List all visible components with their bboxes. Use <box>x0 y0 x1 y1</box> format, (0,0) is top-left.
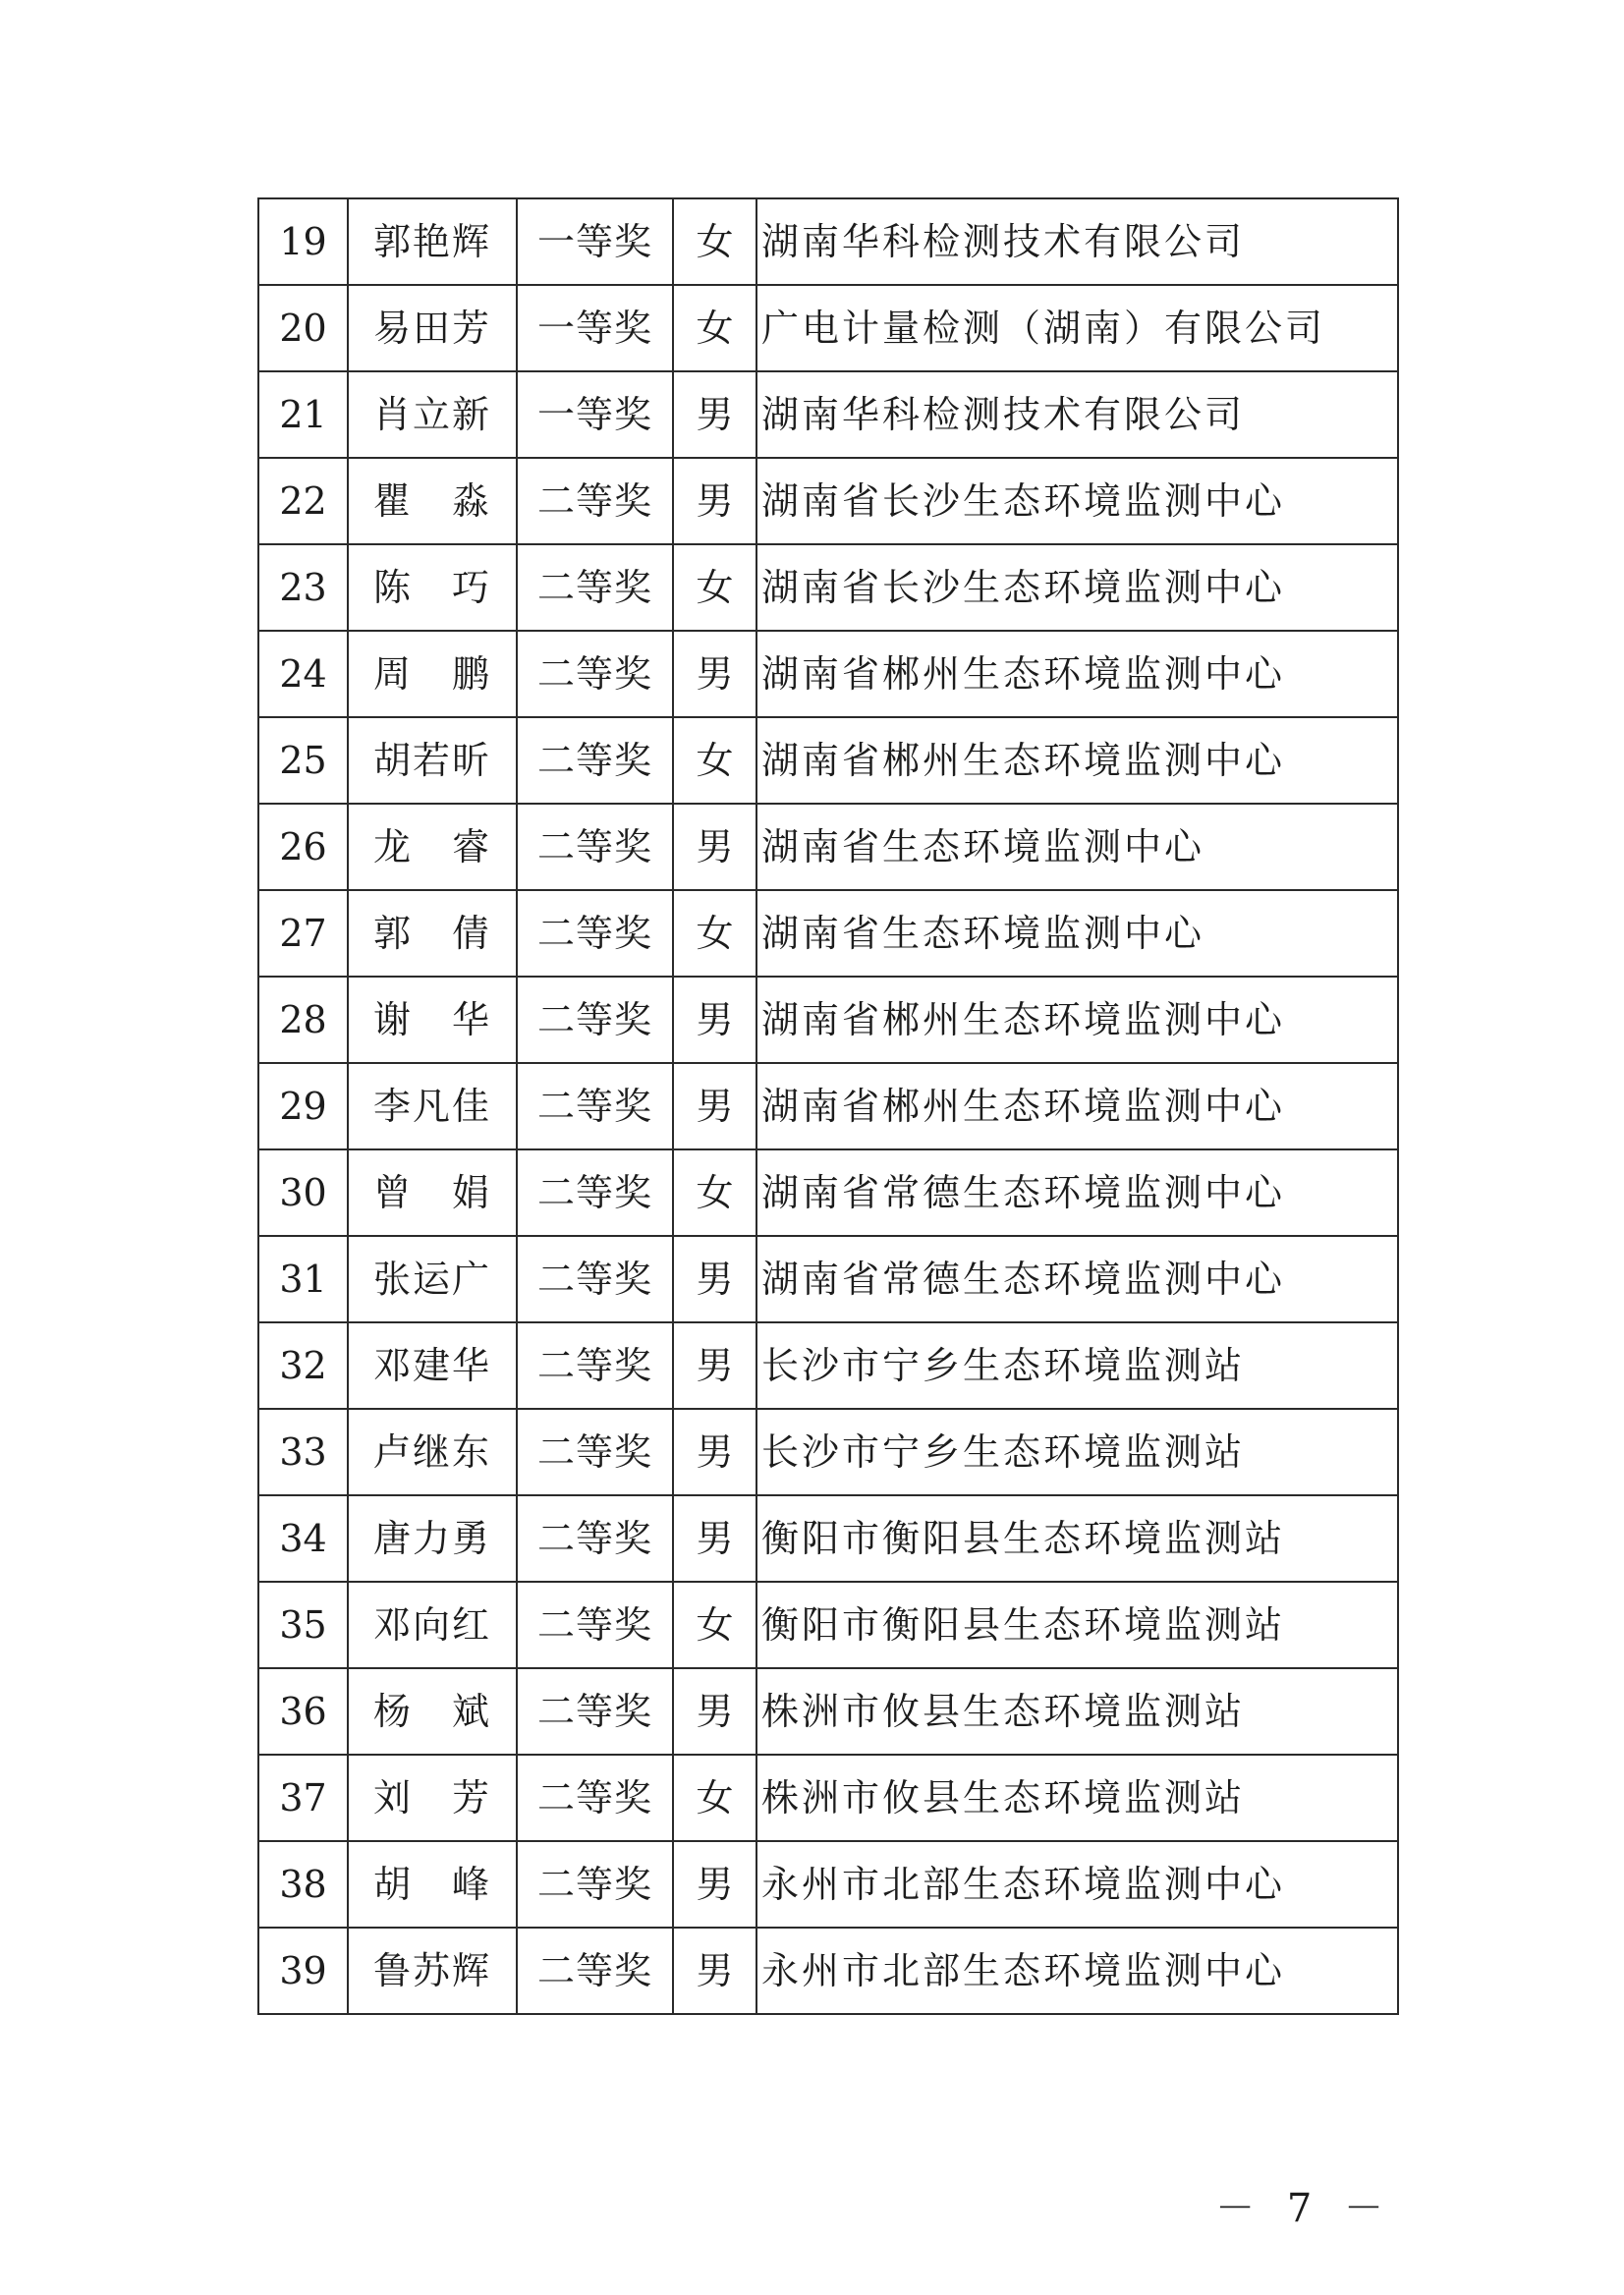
table-row <box>258 890 1398 977</box>
award-level: 二等奖 <box>517 1322 673 1409</box>
row-number: 33 <box>258 1409 348 1495</box>
row-number: 23 <box>258 544 348 631</box>
organization: 衡阳市衡阳县生态环境监测站 <box>756 1582 1398 1668</box>
winner-name: 杨 斌 <box>348 1668 517 1755</box>
winner-name: 郭 倩 <box>348 890 517 977</box>
winner-name: 邓建华 <box>348 1322 517 1409</box>
organization: 湖南省生态环境监测中心 <box>756 804 1398 890</box>
award-level: 二等奖 <box>517 1063 673 1149</box>
gender: 男 <box>673 1236 756 1322</box>
gender: 男 <box>673 1063 756 1149</box>
gender: 男 <box>673 804 756 890</box>
table-row <box>258 1582 1398 1668</box>
table-row <box>258 544 1398 631</box>
winner-name: 鲁苏辉 <box>348 1928 517 2014</box>
row-number: 30 <box>258 1149 348 1236</box>
table-row <box>258 1495 1398 1582</box>
table-row <box>258 1841 1398 1928</box>
table-row <box>258 1322 1398 1409</box>
award-level: 二等奖 <box>517 1149 673 1236</box>
winner-name: 谢 华 <box>348 977 517 1063</box>
winner-name: 刘 芳 <box>348 1755 517 1841</box>
row-number: 35 <box>258 1582 348 1668</box>
organization: 湖南省长沙生态环境监测中心 <box>756 544 1398 631</box>
award-level: 二等奖 <box>517 1409 673 1495</box>
gender: 女 <box>673 717 756 804</box>
row-number: 19 <box>258 198 348 285</box>
gender: 女 <box>673 285 756 371</box>
winner-name: 唐力勇 <box>348 1495 517 1582</box>
winner-name: 瞿 淼 <box>348 458 517 544</box>
row-number: 36 <box>258 1668 348 1755</box>
gender: 女 <box>673 890 756 977</box>
table-row <box>258 1236 1398 1322</box>
organization: 湖南省生态环境监测中心 <box>756 890 1398 977</box>
table-row <box>258 977 1398 1063</box>
winner-name: 卢继东 <box>348 1409 517 1495</box>
row-number: 22 <box>258 458 348 544</box>
table-row <box>258 717 1398 804</box>
award-level: 二等奖 <box>517 1582 673 1668</box>
award-level: 二等奖 <box>517 1495 673 1582</box>
gender: 男 <box>673 458 756 544</box>
table-row <box>258 1409 1398 1495</box>
award-winners-table <box>257 197 1399 2015</box>
award-level: 二等奖 <box>517 804 673 890</box>
award-level: 二等奖 <box>517 890 673 977</box>
award-level: 二等奖 <box>517 631 673 717</box>
winner-name: 曾 娟 <box>348 1149 517 1236</box>
award-level: 二等奖 <box>517 1928 673 2014</box>
gender: 男 <box>673 1322 756 1409</box>
gender: 男 <box>673 1668 756 1755</box>
table-row <box>258 1063 1398 1149</box>
organization: 永州市北部生态环境监测中心 <box>756 1928 1398 2014</box>
table-body <box>258 198 1398 2014</box>
organization: 湖南省常德生态环境监测中心 <box>756 1236 1398 1322</box>
gender: 女 <box>673 1582 756 1668</box>
organization: 长沙市宁乡生态环境监测站 <box>756 1322 1398 1409</box>
row-number: 32 <box>258 1322 348 1409</box>
table-row <box>258 1755 1398 1841</box>
table-row <box>258 198 1398 285</box>
gender: 男 <box>673 631 756 717</box>
winner-name: 胡 峰 <box>348 1841 517 1928</box>
winner-name: 张运广 <box>348 1236 517 1322</box>
table-row <box>258 458 1398 544</box>
organization: 湖南省郴州生态环境监测中心 <box>756 717 1398 804</box>
gender: 女 <box>673 1755 756 1841</box>
organization: 广电计量检测（湖南）有限公司 <box>756 285 1398 371</box>
award-level: 二等奖 <box>517 1755 673 1841</box>
award-level: 二等奖 <box>517 717 673 804</box>
row-number: 28 <box>258 977 348 1063</box>
award-level: 二等奖 <box>517 544 673 631</box>
organization: 株洲市攸县生态环境监测站 <box>756 1668 1398 1755</box>
winner-name: 周 鹏 <box>348 631 517 717</box>
award-level: 一等奖 <box>517 285 673 371</box>
gender: 女 <box>673 1149 756 1236</box>
page-number: － 7 － <box>1215 2186 1393 2231</box>
award-level: 一等奖 <box>517 198 673 285</box>
row-number: 20 <box>258 285 348 371</box>
winner-name: 陈 巧 <box>348 544 517 631</box>
row-number: 26 <box>258 804 348 890</box>
winner-name: 龙 睿 <box>348 804 517 890</box>
organization: 湖南省常德生态环境监测中心 <box>756 1149 1398 1236</box>
award-level: 二等奖 <box>517 1236 673 1322</box>
gender: 男 <box>673 1928 756 2014</box>
row-number: 37 <box>258 1755 348 1841</box>
gender: 男 <box>673 977 756 1063</box>
row-number: 21 <box>258 371 348 458</box>
winner-name: 郭艳辉 <box>348 198 517 285</box>
organization: 衡阳市衡阳县生态环境监测站 <box>756 1495 1398 1582</box>
award-level: 二等奖 <box>517 458 673 544</box>
row-number: 38 <box>258 1841 348 1928</box>
award-level: 二等奖 <box>517 1668 673 1755</box>
gender: 男 <box>673 1841 756 1928</box>
organization: 湖南省郴州生态环境监测中心 <box>756 1063 1398 1149</box>
table-row <box>258 1668 1398 1755</box>
organization: 湖南省郴州生态环境监测中心 <box>756 977 1398 1063</box>
gender: 男 <box>673 1495 756 1582</box>
organization: 长沙市宁乡生态环境监测站 <box>756 1409 1398 1495</box>
organization: 湖南华科检测技术有限公司 <box>756 198 1398 285</box>
winner-name: 邓向红 <box>348 1582 517 1668</box>
row-number: 29 <box>258 1063 348 1149</box>
winner-name: 易田芳 <box>348 285 517 371</box>
row-number: 24 <box>258 631 348 717</box>
gender: 男 <box>673 1409 756 1495</box>
row-number: 27 <box>258 890 348 977</box>
organization: 湖南华科检测技术有限公司 <box>756 371 1398 458</box>
row-number: 34 <box>258 1495 348 1582</box>
gender: 女 <box>673 198 756 285</box>
table-row <box>258 804 1398 890</box>
table-row <box>258 631 1398 717</box>
winner-name: 肖立新 <box>348 371 517 458</box>
table-row <box>258 285 1398 371</box>
gender: 女 <box>673 544 756 631</box>
winner-name: 胡若昕 <box>348 717 517 804</box>
row-number: 25 <box>258 717 348 804</box>
row-number: 31 <box>258 1236 348 1322</box>
winner-name: 李凡佳 <box>348 1063 517 1149</box>
organization: 株洲市攸县生态环境监测站 <box>756 1755 1398 1841</box>
table-row <box>258 371 1398 458</box>
award-level: 二等奖 <box>517 977 673 1063</box>
organization: 湖南省郴州生态环境监测中心 <box>756 631 1398 717</box>
gender: 男 <box>673 371 756 458</box>
award-level: 一等奖 <box>517 371 673 458</box>
organization: 湖南省长沙生态环境监测中心 <box>756 458 1398 544</box>
organization: 永州市北部生态环境监测中心 <box>756 1841 1398 1928</box>
table-row <box>258 1928 1398 2014</box>
row-number: 39 <box>258 1928 348 2014</box>
award-level: 二等奖 <box>517 1841 673 1928</box>
table-row <box>258 1149 1398 1236</box>
